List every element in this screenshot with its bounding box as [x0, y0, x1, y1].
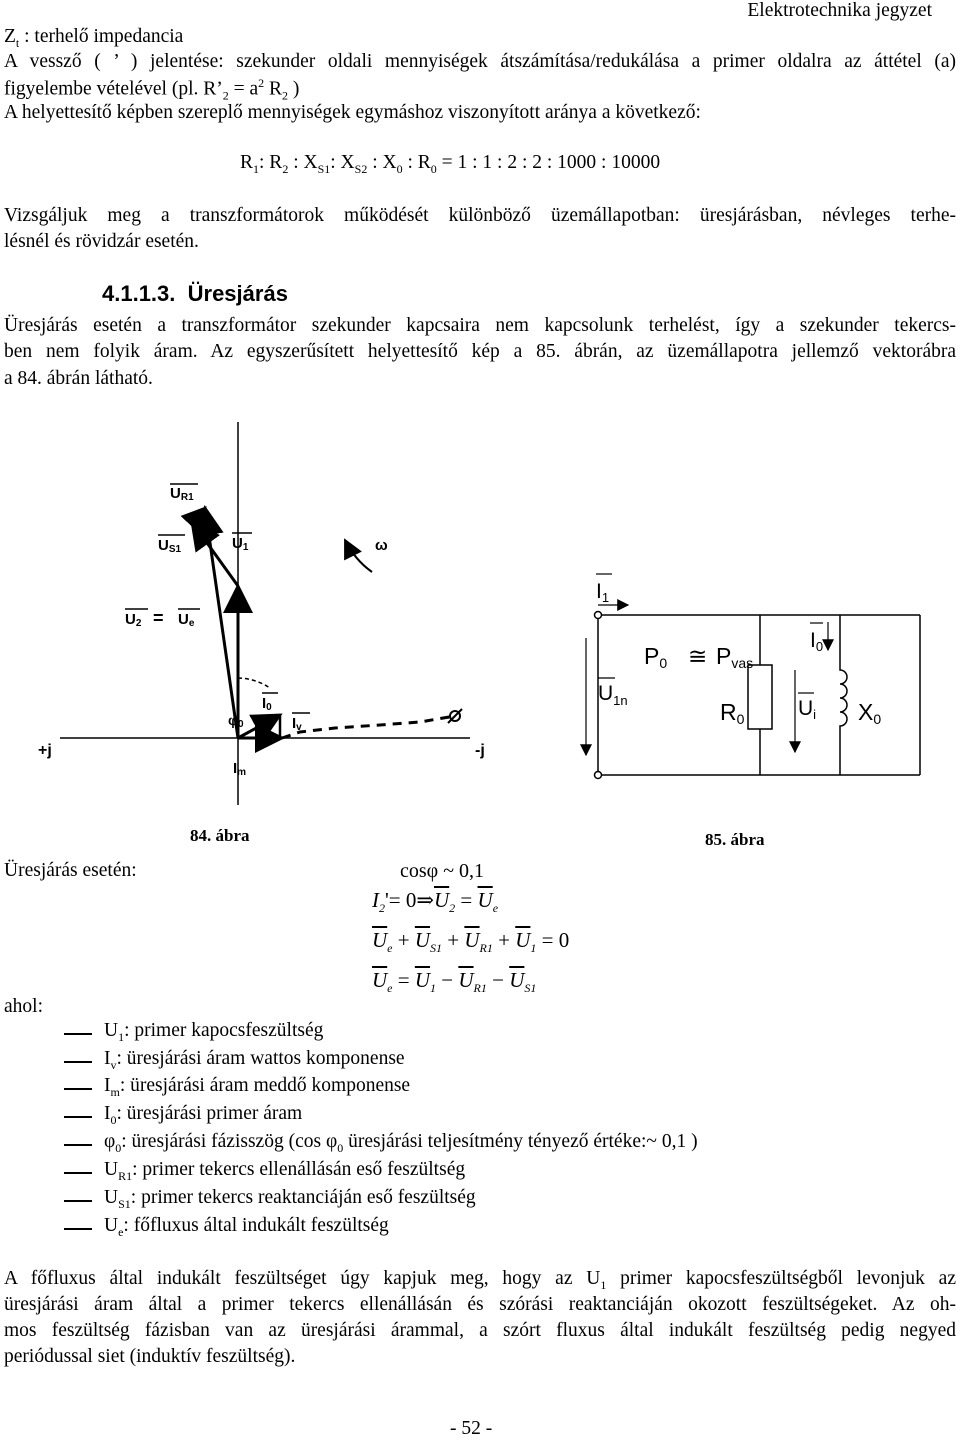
x0-inductor [840, 615, 847, 775]
closing-line-4: periódussal siet (induktív feszültség). [4, 1346, 296, 1367]
minus-j-label: -j [475, 742, 485, 759]
pvas-label: Pvas [716, 643, 754, 671]
flux-path [282, 716, 455, 738]
closing-line-2: üresjárási áram által a primer tekercs ellenállásán és szórási reaktanciáján okozott feszültségeket. Az oh- [4, 1294, 956, 1315]
page-number: - 52 - [450, 1418, 493, 1439]
equation-3: $\overline{U}_e = \overline{U}_1 - \overline{U}_{R1} - \overline{U}_{S1}$ [372, 968, 537, 996]
no-load-label: Üresjárás esetén: [4, 860, 137, 881]
eq3-term-0: $\overline{U}$ [372, 968, 388, 992]
i1-label: I1 [596, 580, 610, 605]
eq2-term-4: $\overline{U}$ [464, 928, 480, 952]
bullet-dash [64, 1172, 92, 1174]
approx-symbol: ≅ [688, 643, 708, 669]
legend-text: $U_e$: főfluxus által indukált feszültség [104, 1215, 389, 1239]
phasor-diagram-figure [0, 410, 530, 830]
phi0-label: φ0 [228, 712, 244, 730]
terminal-top [595, 612, 602, 619]
eq2-term-5: + [492, 928, 516, 952]
legend-text: $I_m$: üresjárási áram meddő komponense [104, 1075, 411, 1099]
bullet-dash [64, 1033, 92, 1035]
equivalent-circuit-figure [540, 560, 960, 810]
terminal-bottom [595, 772, 602, 779]
p0-label: P0 [644, 643, 668, 671]
ratio-formula: $R_1$: $R_2$ : $X_{S1}$: $X_{S2}$ : $X_0$ : $R_0 = 1$ : 1 : 2 : 2 : 1000 : 10000 [240, 152, 661, 176]
ue-label: Ue [178, 611, 195, 629]
bullet-dash [64, 1116, 92, 1118]
closing-line-3: mos feszültség fázisban van az üresjárási árammal, a szórt fluxus által indukált feszültség pedig negyed [4, 1320, 956, 1341]
figure-85-caption: 85. ábra [705, 830, 765, 849]
ahol-label: ahol: [4, 996, 43, 1017]
figure-84-caption: 84. ábra [190, 826, 250, 845]
section-heading [102, 281, 288, 307]
legend-text: $U_{S1}$: primer tekercs reaktanciáján eső feszültség [104, 1187, 476, 1211]
r0-resistor [748, 665, 772, 729]
eq2-term-1: + [392, 928, 415, 952]
iv-label: Iv [292, 715, 302, 733]
ur1-label: UR1 [170, 485, 194, 503]
ui-label: Ui [798, 697, 817, 722]
section-title: Üresjárás [187, 281, 288, 306]
legend-text: $I_0$: üresjárási primer áram [104, 1103, 303, 1127]
eq3-term-5: − [486, 968, 510, 992]
u2-equals-ue: = [153, 608, 164, 628]
r0-label: R0 [720, 699, 745, 727]
bullet-dash [64, 1061, 92, 1063]
x0-label: X0 [858, 699, 882, 727]
section-paragraph-line-3: a 84. ábrán látható. [4, 368, 153, 389]
eq3-term-3: − [436, 968, 459, 992]
bullet-dash [64, 1200, 92, 1202]
equation-1: $I_2'=$ $0\Rightarrow\overline{U}_2 = \overline{U}_e$ [372, 888, 499, 916]
prime-meaning-line: A vessző ( ’ ) jelentése: szekunder oldali mennyiségek átszámítása/redukálása a primer oldalra az áttétel (a) [4, 51, 956, 72]
eq2-term-7: = 0 [536, 928, 570, 952]
running-header: Elektrotechnika jegyzet [747, 0, 932, 21]
eq3-term-2: $\overline{U}$ [414, 968, 431, 992]
u1n-label: $U_{1n}$ [598, 682, 628, 708]
plus-j-label: +j [38, 742, 52, 759]
equation-2: $\overline{U}_e + \overline{U}_{S1} + \overline{U}_{R1} + \overline{U}_1 = 0$ [372, 928, 570, 956]
section-paragraph-line-2: ben nem folyik áram. Az egyszerűsített helyettesítő kép a 85. ábrán, az üzemállapotra jellemző vektorábra [4, 341, 956, 362]
eq3-term-6: $\overline{U}$ [509, 968, 525, 992]
u2-label: U2 [125, 611, 142, 629]
section-paragraph-line-1: Üresjárás esetén a transzformátor szekunder kapcsaira nem kapcsolunk terhelést, így a szekunder tekercs- [4, 315, 956, 336]
ratio-intro: A helyettesítő képben szereplő mennyiségek egymáshoz viszonyított aránya a következő: [4, 102, 701, 123]
eq2-term-0: $\overline{U}$ [372, 928, 388, 952]
omega-label: ω [375, 537, 388, 554]
i0-label: I0 [262, 695, 272, 713]
phi0-arc [238, 678, 270, 688]
eq2-term-6: $\overline{U}$ [515, 928, 531, 952]
legend-text: $I_v$: üresjárási áram wattos komponense [104, 1048, 405, 1072]
operating-states-line-1: Vizsgáljuk meg a transzformátorok működését különböző üzemállapotban: üresjárásban, névleges terhe- [4, 205, 956, 226]
prime-example-line: figyelembe vételével (pl. $R’_2 = a^2$ $R_2$ ) [4, 76, 300, 103]
eq2-term-3: + [442, 928, 465, 952]
im-label: Im [233, 760, 247, 778]
omega-rotation-arrow [345, 540, 372, 572]
eq3-term-4: $\overline{U}$ [458, 968, 474, 992]
eq2-term-2: $\overline{U}$ [414, 928, 431, 952]
eq3-term-1: = [392, 968, 415, 992]
operating-states-line-2: lésnél és rövidzár esetén. [4, 231, 199, 252]
us1-label: US1 [158, 537, 182, 555]
power-factor-line: cosφ ~ 0,1 [400, 860, 485, 882]
u1-label: U1 [232, 535, 249, 553]
legend-text: $U_{R1}$: primer tekercs ellenállásán eső feszültség [104, 1159, 466, 1183]
bullet-dash [64, 1144, 92, 1146]
closing-line-1: A főfluxus által indukált feszültséget úgy kapjuk meg, hogy az $U_1$ primer kapocsfeszültségből levonjuk az [4, 1268, 956, 1292]
section-number: 4.1.1.3. [102, 281, 176, 306]
bullet-dash [64, 1228, 92, 1230]
i0-label-circuit: I0 [810, 629, 824, 654]
i0-vector [238, 715, 280, 738]
ur1-vector [192, 508, 205, 522]
bullet-dash [64, 1088, 92, 1090]
legend-text: $\varphi_0$: üresjárási fázisszög (cos $\varphi_0$ üresjárási teljesítmény tényező értéke:~ 0,1 ) [104, 1131, 698, 1155]
legend-text: $U_1$: primer kapocsfeszültség [104, 1020, 324, 1044]
zt-definition: $Z_t$ : terhelő impedancia [4, 26, 184, 50]
